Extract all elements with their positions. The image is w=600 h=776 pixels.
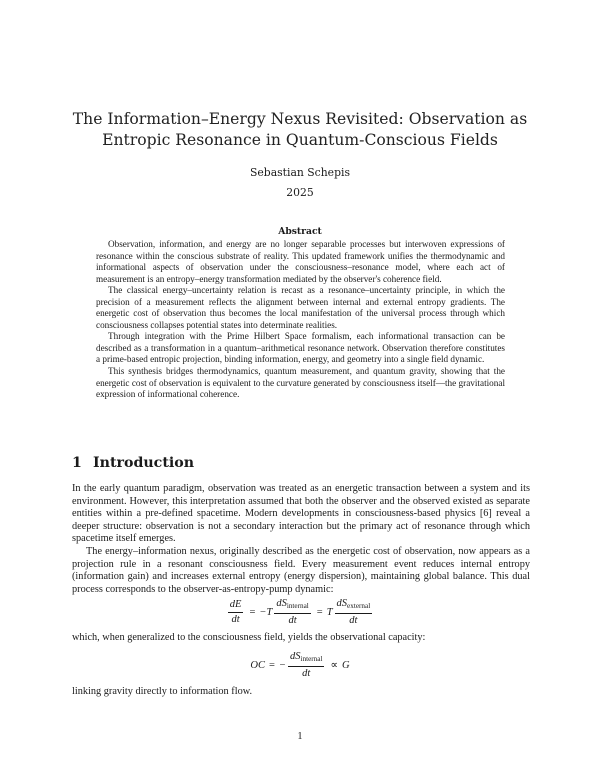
fraction-ds-internal: $\frac{dS_{internal}}{dt}$ xyxy=(276,597,309,626)
fraction-ds-external: $\frac{dS_{external}}{dt}$ xyxy=(336,597,371,626)
fraction-de-dt: $\frac{dE}{dt}$ xyxy=(229,598,242,625)
section-number: 1 xyxy=(72,455,82,471)
section-heading xyxy=(72,455,194,471)
abstract-body xyxy=(96,239,505,401)
abstract-paragraph: This synthesis bridges thermodynamics, quantum measurement, and quantum gravity, showing that the energetic cost of observation is equivalent to the curvature generated by consciousness itself—the gravitational expression of informational coherence. xyxy=(96,366,505,400)
body-paragraph: In the early quantum paradigm, observation was treated as an energetic transaction between a system and its environment. However, this interpretation assumed that both the observer and the observed existed as separate entities within a pre-defined spacetime. Modern developments in consciousness-based physics [6] reveal a deeper structure: observation is not a secondary interaction but the primary act of resonance through which spacetime itself emerges. xyxy=(72,483,530,545)
abstract-paragraph: Observation, information, and energy are no longer separable processes but interwoven expressions of resonance within the conscious substrate of reality. This updated framework unifies the thermodynamic and informational aspects of observation under the consciousness–resonance model, where each act of measurement is an entropy–energy transformation mediated by the observer's coherence field. xyxy=(96,239,505,284)
section-body xyxy=(72,483,530,596)
minus-sign: − xyxy=(278,659,287,671)
body-text: linking gravity directly to information flow. xyxy=(72,686,253,697)
publication-date: 2025 xyxy=(286,186,314,199)
gravity-symbol: G xyxy=(341,659,350,671)
temperature-symbol: T xyxy=(326,606,333,618)
body-paragraph: The energy–information nexus, originally described as the energetic cost of observation, now appears as a projection rule in a resonant consciousness field. Every measurement event reduces internal entropy (information gain) and increases external entropy (energy dispersion), maintaining global balance. This dual process corresponds to the observer-as-entropy-pump dynamic: xyxy=(72,545,530,595)
equals-sign: = xyxy=(269,659,275,671)
equation-observational-capacity xyxy=(0,648,600,682)
abstract-paragraph: Through integration with the Prime Hilbert Space formalism, each informational transaction can be described as a transformation in a quantum–arithmetical resonance network. Observation therefore constitutes a prime-based entropic projection, binding information, energy, and geometry into a single field dynamic. xyxy=(96,331,505,365)
abstract-heading: Abstract xyxy=(278,226,322,237)
oc-symbol: OC xyxy=(250,659,265,671)
section-title: Introduction xyxy=(93,455,195,471)
author-name: Sebastian Schepis xyxy=(250,166,350,179)
proportional-sign: ∝ xyxy=(330,660,338,671)
equals-sign: = xyxy=(249,606,256,618)
fraction-ds-internal: $\frac{dS_{internal}}{dt}$ xyxy=(290,650,323,679)
equals-sign: = xyxy=(316,606,323,618)
paper-title: The Information–Energy Nexus Revisited: Observation as Entropic Resonance in Quantum-Conscious Fields xyxy=(72,110,528,149)
page-number: 1 xyxy=(297,731,303,742)
abstract-paragraph: The classical energy–uncertainty relation is recast as a resonance–uncertainty principle, in which the precision of a measurement reflects the alignment between internal and external entropy gradients. The energetic cost of observation thus becomes the local manifestation of the universal process through which consciousness collapses potential states into determinate realities. xyxy=(96,285,505,330)
minus-t: −T xyxy=(259,606,273,618)
equation-entropy-pump xyxy=(0,595,600,629)
body-text: which, when generalized to the consciousness field, yields the observational capacity: xyxy=(72,632,426,643)
